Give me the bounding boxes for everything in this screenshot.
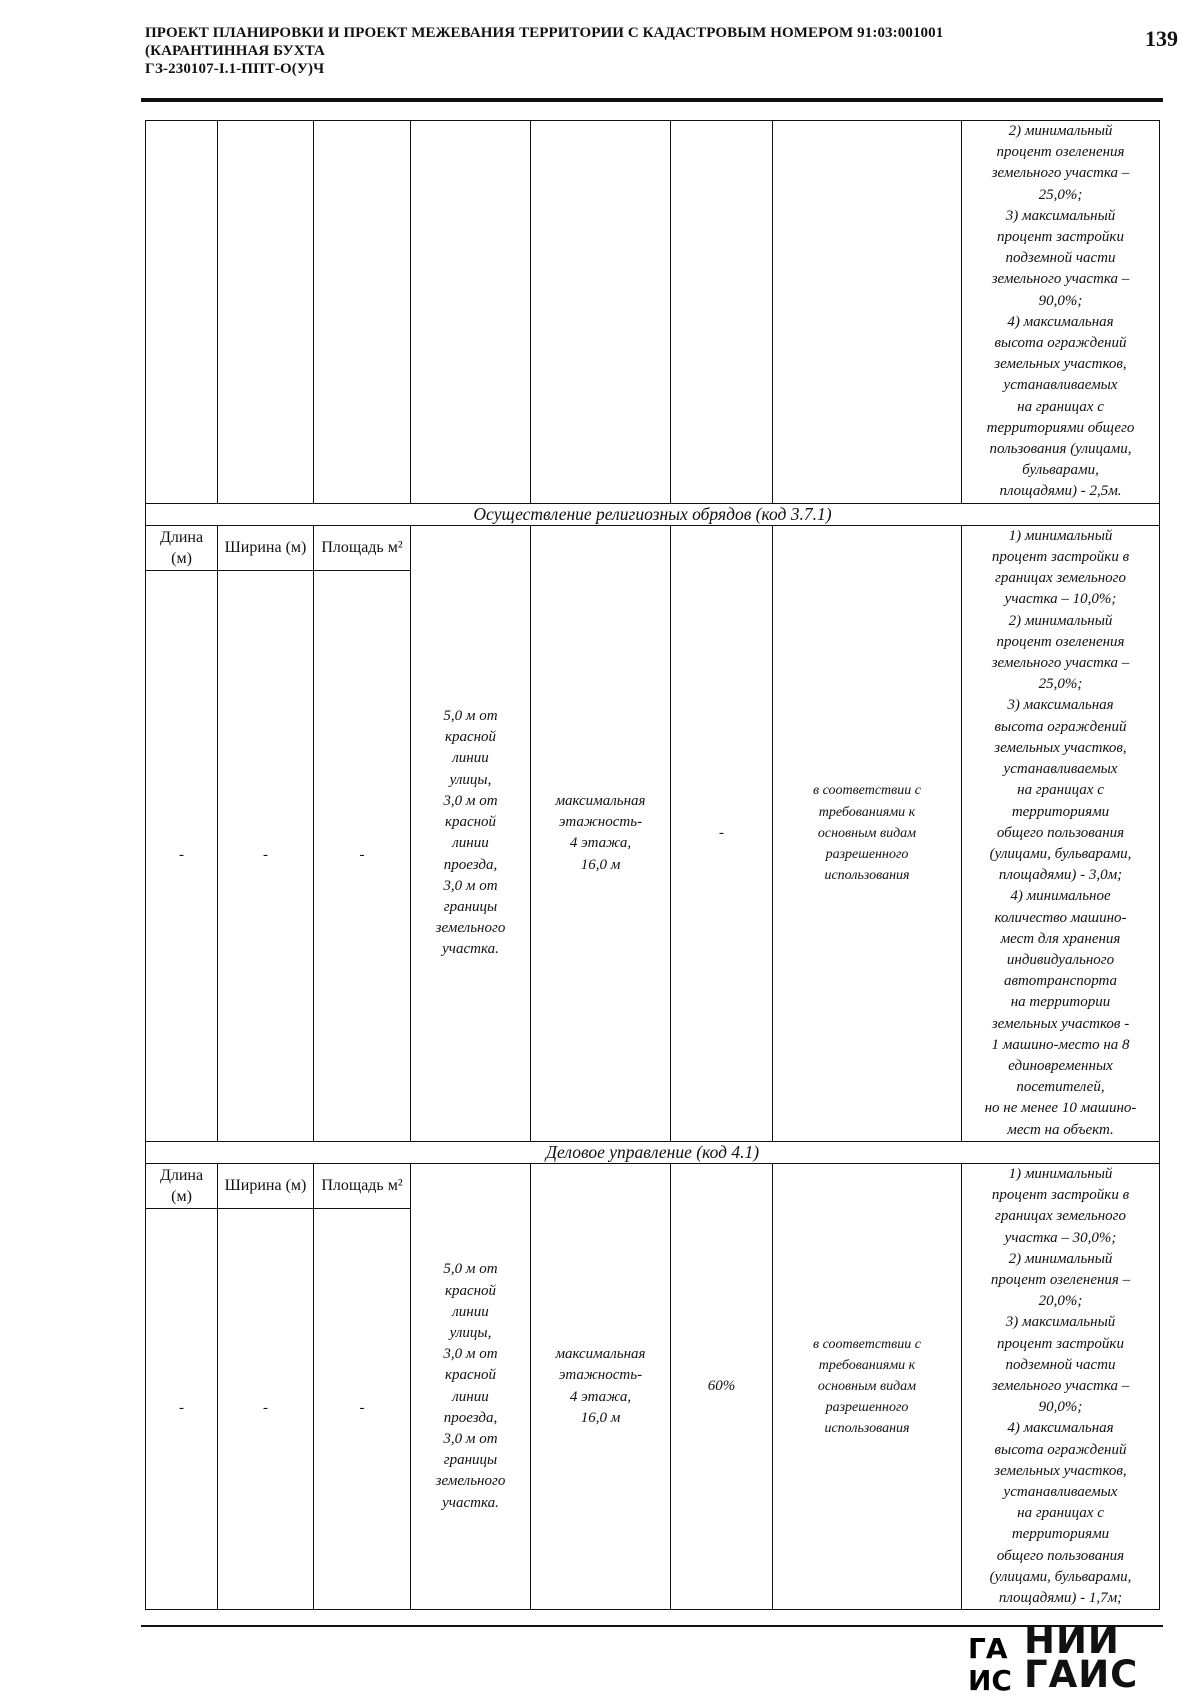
conformity-cell xyxy=(773,1163,962,1609)
text-line: 2) минимальный xyxy=(1008,612,1113,629)
text-line: на границах с xyxy=(1017,398,1104,415)
col-width-header: Ширина (м) xyxy=(218,525,314,570)
text-line: красной xyxy=(444,1282,497,1299)
header-title-line1: ПРОЕКТ ПЛАНИРОВКИ И ПРОЕКТ МЕЖЕВАНИЯ ТЕРРИТОРИИ С КАДАСТРОВЫМ НОМЕРОМ 91:03:001001 xyxy=(145,25,944,41)
text-line: границы xyxy=(443,1452,498,1469)
section-title-row xyxy=(146,503,1160,525)
text-line: красной xyxy=(444,814,497,831)
document-header xyxy=(145,24,1105,78)
logo-mark-icon xyxy=(968,1632,1022,1692)
logo-line1: НИИ xyxy=(1024,1619,1120,1662)
area-value: - xyxy=(314,1208,411,1609)
cell-empty xyxy=(314,121,411,504)
header-title-line2: (КАРАНТИННАЯ БУХТА xyxy=(145,43,325,59)
col-length-header: Длина (м) xyxy=(146,1163,218,1208)
text-line: проезда, xyxy=(443,1409,498,1426)
logo-text xyxy=(1024,1619,1139,1696)
text-line: на границах с xyxy=(1017,782,1104,799)
logo-mark-bottom: ИС xyxy=(968,1664,1012,1692)
text-line: 3,0 м от xyxy=(443,1346,498,1363)
cell-empty xyxy=(146,121,218,504)
text-line: 1) минимальный xyxy=(1008,1165,1113,1182)
text-line: 4) максимальная xyxy=(1007,313,1114,330)
text-line: мест для хранения xyxy=(1000,930,1121,947)
text-line: участка – 10,0%; xyxy=(1004,591,1117,608)
setback-lines xyxy=(413,706,528,960)
length-value: - xyxy=(146,570,218,1141)
cell-empty xyxy=(531,121,671,504)
logo-mark-top: ГА xyxy=(968,1632,1008,1665)
text-line: земельных участков, xyxy=(994,739,1127,756)
height-lines xyxy=(533,1344,668,1429)
requirements-lines xyxy=(964,1164,1157,1609)
table-row xyxy=(146,525,1160,570)
text-line: использования xyxy=(824,1421,910,1437)
text-line: 4 этажа, xyxy=(569,835,632,852)
text-line: использования xyxy=(824,868,910,884)
text-line: земельного xyxy=(435,920,506,937)
text-line: 1) минимальный xyxy=(1008,527,1113,544)
text-line: устанавливаемых xyxy=(1003,761,1118,778)
text-line: максимальная xyxy=(555,1346,646,1363)
table-row xyxy=(146,1163,1160,1208)
text-line: земельного участка – xyxy=(991,655,1130,672)
text-line: границах земельного xyxy=(994,1208,1127,1225)
text-line: красной xyxy=(444,1367,497,1384)
text-line: (улицами, бульварами, xyxy=(989,1568,1132,1585)
requirements-lines xyxy=(964,526,1157,1141)
text-line: процент застройки в xyxy=(991,1187,1130,1204)
col-length-header: Длина (м) xyxy=(146,525,218,570)
text-line: земельного участка – xyxy=(991,271,1130,288)
section-title: Деловое управление (код 4.1) xyxy=(146,1141,1160,1163)
text-line: участка. xyxy=(442,1494,499,1511)
text-line: процент озеленения xyxy=(996,144,1125,161)
text-line: подземной части xyxy=(1005,250,1116,267)
col-area-header: Площадь м² xyxy=(314,1163,411,1208)
text-line: пользования (улицами, xyxy=(989,441,1132,458)
regulations-table xyxy=(145,120,1160,1610)
requirements-cell xyxy=(962,121,1160,504)
header-rule xyxy=(141,98,1163,102)
text-line: 90,0%; xyxy=(1038,1399,1083,1416)
text-line: земельного участка – xyxy=(991,1377,1130,1394)
text-line: 5,0 м от xyxy=(443,708,498,725)
section-title-row xyxy=(146,1141,1160,1163)
height-cell xyxy=(531,525,671,1141)
setback-lines xyxy=(413,1259,528,1513)
text-line: 16,0 м xyxy=(580,856,621,873)
text-line: проезда, xyxy=(443,856,498,873)
text-line: этажность- xyxy=(558,814,643,831)
height-cell xyxy=(531,1163,671,1609)
text-line: улицы, xyxy=(449,771,492,788)
text-line: 2) минимальный xyxy=(1008,123,1113,139)
text-line: устанавливаемых xyxy=(1003,377,1118,394)
coverage-cell: - xyxy=(671,525,773,1141)
text-line: 25,0%; xyxy=(1038,676,1083,693)
text-line: улицы, xyxy=(449,1324,492,1341)
text-line: 3) максимальный xyxy=(1005,207,1116,224)
text-line: требованиями к xyxy=(818,1357,916,1373)
text-line: мест на объект. xyxy=(1007,1121,1114,1138)
logo-line2: ГАИС xyxy=(1024,1653,1139,1696)
cell-empty xyxy=(671,121,773,504)
table-row xyxy=(146,121,1160,504)
section-title: Осуществление религиозных обрядов (код 3.7.1) xyxy=(146,503,1160,525)
text-line: автотранспорта xyxy=(1003,973,1118,990)
text-line: единовременных xyxy=(1008,1057,1113,1074)
text-line: 4) минимальное xyxy=(1010,888,1111,905)
text-line: основным видам xyxy=(817,825,917,841)
text-line: этажность- xyxy=(558,1367,643,1384)
text-line: устанавливаемых xyxy=(1003,1484,1118,1500)
text-line: 3) максимальный xyxy=(1005,1314,1116,1331)
cell-empty xyxy=(411,121,531,504)
text-line: в соответствии с xyxy=(813,783,921,799)
text-line: бульварами, xyxy=(1022,462,1099,479)
text-line: разрешенного xyxy=(825,846,909,862)
header-document-code: ГЗ-230107-I.1-ППТ-О(У)Ч xyxy=(145,61,325,77)
text-line: разрешенного xyxy=(825,1400,909,1416)
footer-rule xyxy=(141,1625,1163,1627)
text-line: но не менее 10 машино- xyxy=(984,1100,1137,1117)
cell-empty xyxy=(773,121,962,504)
text-line: высота ограждений xyxy=(994,1441,1127,1458)
text-line: количество машино- xyxy=(994,909,1127,926)
text-line: территориями xyxy=(1011,1526,1110,1543)
text-line: земельных участков - xyxy=(991,1015,1130,1032)
text-line: 3,0 м от xyxy=(443,1430,498,1447)
width-value: - xyxy=(218,570,314,1141)
cell-empty xyxy=(218,121,314,504)
text-line: посетителей, xyxy=(1016,1079,1105,1096)
conformity-lines xyxy=(775,1334,959,1440)
conformity-lines xyxy=(775,780,959,886)
setback-cell xyxy=(411,1163,531,1609)
requirements-cell xyxy=(962,1163,1160,1609)
text-line: 16,0 м xyxy=(580,1409,621,1426)
area-value: - xyxy=(314,570,411,1141)
text-line: линии xyxy=(452,835,489,852)
text-line: участка – 30,0%; xyxy=(1004,1229,1117,1246)
width-value: - xyxy=(218,1208,314,1609)
text-line: 1 машино-место на 8 xyxy=(991,1036,1130,1053)
text-line: 3,0 м от xyxy=(443,792,498,809)
text-line: территориями xyxy=(1011,803,1110,820)
text-line: процент застройки xyxy=(997,1335,1124,1352)
text-line: 5,0 м от xyxy=(443,1261,498,1278)
text-line: земельного участка – xyxy=(991,165,1130,182)
text-line: границах земельного xyxy=(994,570,1127,587)
niigais-logo xyxy=(968,1619,1168,1696)
text-line: в соответствии с xyxy=(813,1336,921,1352)
text-line: максимальная xyxy=(555,792,646,809)
text-line: 3,0 м от xyxy=(443,877,498,894)
text-line: общего пользования xyxy=(996,824,1125,841)
text-line: границы xyxy=(443,898,498,915)
text-line: высота ограждений xyxy=(994,335,1127,352)
text-line: процент озеленения xyxy=(996,633,1125,650)
text-line: 20,0%; xyxy=(1038,1293,1083,1310)
text-line: индивидуального xyxy=(1006,951,1115,968)
text-line: площадями) - 3,0м; xyxy=(998,867,1123,884)
text-line: земельных участков, xyxy=(994,1462,1127,1479)
text-line: 2) минимальный xyxy=(1008,1250,1113,1267)
text-line: линии xyxy=(452,1388,489,1405)
col-width-header: Ширина (м) xyxy=(218,1163,314,1208)
text-line: основным видам xyxy=(817,1378,917,1394)
text-line: общего пользования xyxy=(996,1547,1125,1564)
text-line: процент озеленения – xyxy=(990,1271,1131,1288)
coverage-cell: 60% xyxy=(671,1163,773,1609)
text-line: требованиями к xyxy=(818,804,916,820)
text-line: на границах с xyxy=(1017,1505,1104,1522)
text-line: 3) максимальная xyxy=(1007,697,1114,714)
col-area-header: Площадь м² xyxy=(314,525,411,570)
text-line: участка. xyxy=(442,941,499,958)
text-line: линии xyxy=(452,1303,489,1320)
text-line: земельного xyxy=(435,1473,506,1490)
text-line: красной xyxy=(444,729,497,746)
text-line: линии xyxy=(452,750,489,767)
text-line: 4 этажа, xyxy=(569,1388,632,1405)
text-line: 4) максимальная xyxy=(1007,1420,1114,1437)
length-value: - xyxy=(146,1208,218,1609)
text-line: подземной части xyxy=(1005,1356,1116,1373)
text-line: площадями) - 1,7м; xyxy=(998,1590,1123,1607)
requirements-lines xyxy=(964,121,1157,503)
conformity-cell xyxy=(773,525,962,1141)
text-line: высота ограждений xyxy=(994,718,1127,735)
text-line: процент застройки в xyxy=(991,549,1130,566)
text-line: площадями) - 2,5м. xyxy=(999,483,1122,500)
text-line: (улицами, бульварами, xyxy=(989,845,1132,862)
height-lines xyxy=(533,791,668,876)
text-line: 90,0%; xyxy=(1038,292,1083,309)
text-line: на территории xyxy=(1010,994,1111,1011)
setback-cell xyxy=(411,525,531,1141)
text-line: территориями общего xyxy=(986,419,1135,436)
requirements-cell xyxy=(962,525,1160,1141)
page-number: 139 xyxy=(1145,26,1178,51)
text-line: земельных участков, xyxy=(994,356,1127,373)
text-line: 25,0%; xyxy=(1038,186,1083,203)
text-line: процент застройки xyxy=(997,229,1124,246)
